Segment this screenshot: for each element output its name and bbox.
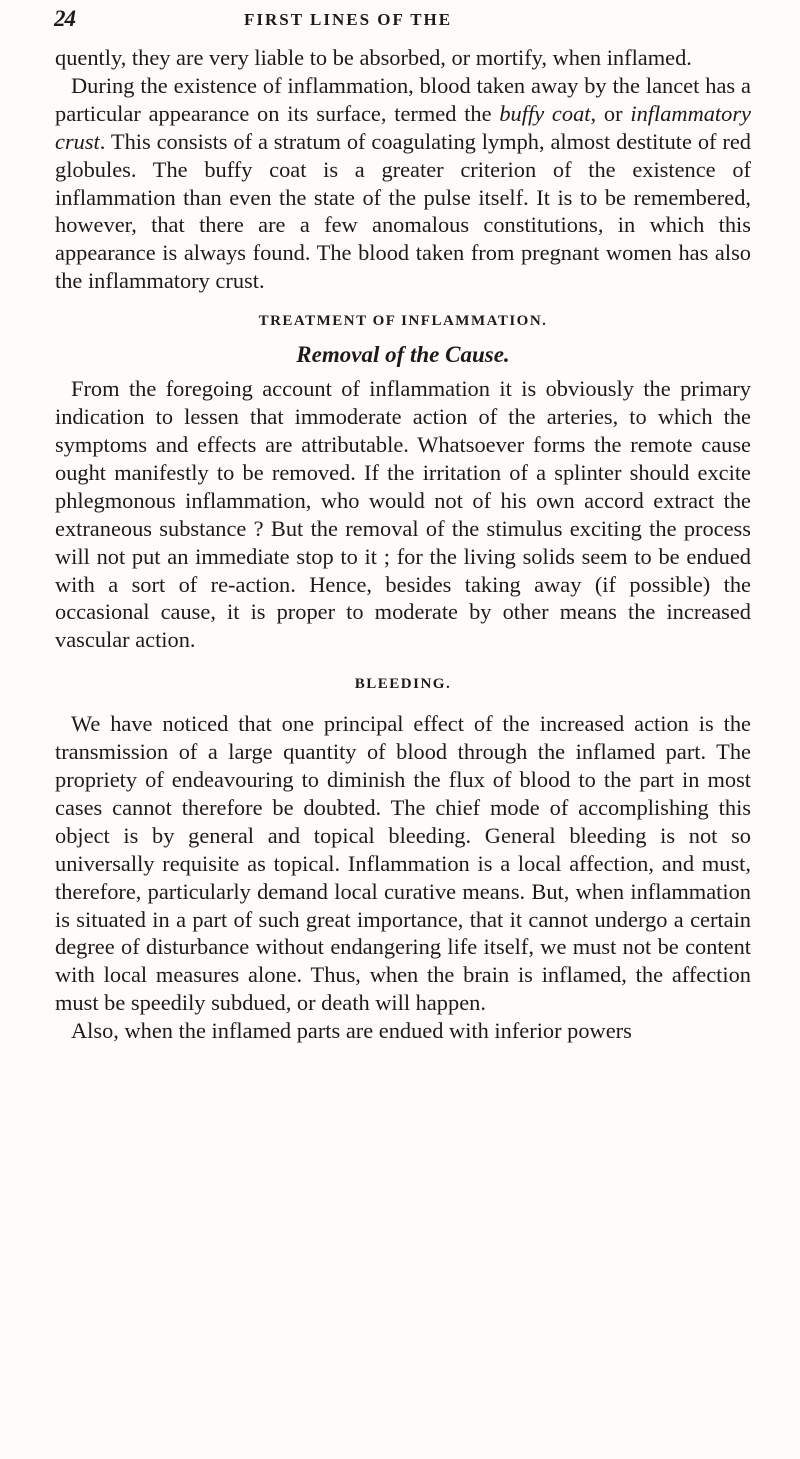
page-number: 24 bbox=[54, 6, 75, 31]
section-heading-bleeding: BLEEDING. bbox=[354, 676, 452, 693]
paragraph-bleeding: We have noticed that one principal effect of the increased action is the transmission of a large quantity of blood through the inflamed part. The propriety of endeavouring to diminish the flux of blood to the part in most cases cannot therefore be doubted. The chief mode of accomplishing this object is by general and topical bleeding. General bleeding is not so universally requisite as topical. Inflammation is a local affection, and must, therefore, particularly demand local curative means. But, when inflammation is situated in a part of such great importance, that it cannot undergo a certain degree of disturbance without endangering life itself, we must not be content with local measures alone. Thus, when the brain is inflamed, the affection must be speedily subdued, or death will happen. bbox=[55, 711, 751, 1016]
paragraph-inferior-powers: Also, when the inflamed parts are endued with inferior powers bbox=[71, 1018, 632, 1044]
paragraph-continued: quently, they are very liable to be absorbed, or mortify, when inflamed. bbox=[55, 45, 692, 70]
term-buffy-coat: buffy coat bbox=[499, 100, 591, 126]
term-inflammatory-crust: inflammatory crust bbox=[55, 100, 751, 154]
section-heading-treatment: TREATMENT OF INFLAMMATION. bbox=[258, 313, 548, 330]
paragraph-text: . This consists of a stratum of coagulating lymph, almost destitute of red globules. The buffy coat is a greater criterion of the existence of inflammation than even the state of the pulse itself. It is to be remembered, however, that there are a few anomalous constitutions, in which this appearance is always found. The blood taken from pregnant women has also the inflammatory crust. bbox=[55, 128, 751, 294]
running-head bbox=[54, 6, 754, 36]
paragraph-text: During the existence of inflammation, blood taken away by the lancet has a particular appearance on its surface, termed the bbox=[55, 72, 751, 126]
subsection-heading-removal: Removal of the Cause. bbox=[296, 342, 510, 368]
page-body bbox=[55, 44, 751, 1045]
paragraph-removal-of-cause: From the foregoing account of inflammation it is obviously the primary indication to lessen that immoderate action of the arteries, to which the symptoms and effects are attributable. Whatsoever forms the remote cause ought manifestly to be removed. If the irritation of a splinter should excite phlegmonous inflammation, who would not of his own accord extract the extraneous substance ? But the removal of the stimulus exciting the process will not put an immediate stop to it ; for the living solids seem to be endued with a sort of re-action. Hence, besides taking away (if possible) the occasional cause, it is proper to moderate by other means the increased vascular action. bbox=[55, 376, 751, 653]
paragraph-buffy-coat bbox=[55, 72, 751, 295]
running-head-title: FIRST LINES OF THE bbox=[244, 10, 453, 29]
paragraph-text: , or bbox=[590, 100, 631, 126]
